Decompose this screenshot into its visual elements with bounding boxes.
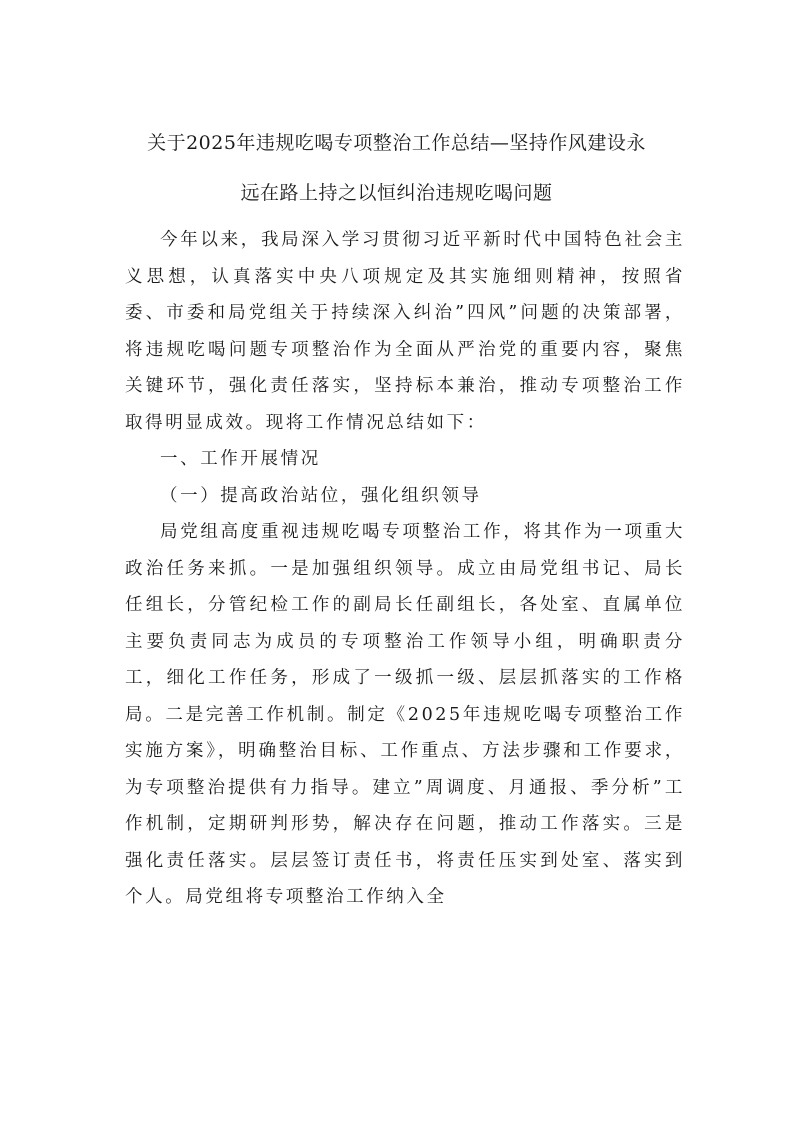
subsection-heading-1: （一）提高政治站位，强化组织领导 [160, 485, 482, 506]
body-paragraph-1: 局党组高度重视违规吃喝专项整治工作，将其作为一项重大政治任务来抓。一是加强组织领导。成立由局党组书记、局长任组长，分管纪检工作的副局长任副组长，各处室、直属单位主要负责同志为成员的专项整治工作领导小组，明确职责分工，细化工作任务，形成了一级抓一级、层层抓落实的工作格局。二是完善工作机制。制定《2025年违规吃喝专项整治工作实施方案》，明确整治目标、工作重点、方法步骤和工作要求，为专项整治提供有力指导。建立”周调度、月通报、季分析”工作机制，定期研判形势，解决存在问题，推动工作落实。三是强化责任落实。层层签订责任书，将责任压实到处室、落实到个人。局党组将专项整治工作纳入全 [125, 522, 685, 907]
document-title-line-1: 关于2025年违规吃喝专项整治工作总结—坚持作风建设永 [147, 132, 646, 154]
section-heading-1: 一、工作开展情况 [160, 449, 321, 469]
intro-paragraph: 今年以来，我局深入学习贯彻习近平新时代中国特色社会主义思想，认真落实中央八项规定及其实施细则精神，按照省委、市委和局党组关于持续深入纠治”四风”问题的决策部署，将违规吃喝问题专项整治作为全面从严治党的重要内容，聚焦关键环节，强化责任落实，坚持标本兼治，推动专项整治工作取得明显成效。现将工作情况总结如下： [125, 230, 685, 433]
document-title-line-2: 远在路上持之以恒纠治违规吃喝问题 [240, 182, 553, 204]
document-body [125, 222, 685, 916]
